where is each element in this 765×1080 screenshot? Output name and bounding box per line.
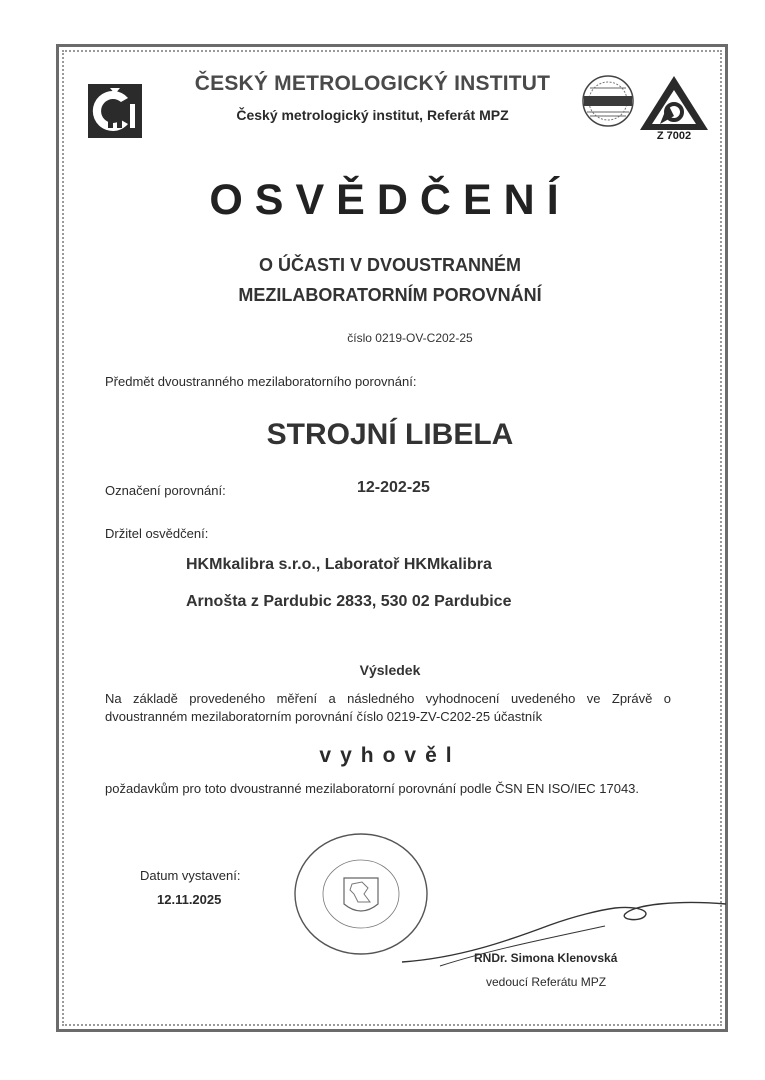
accreditation-code: Z 7002	[656, 130, 692, 142]
certificate-subtitle-line2: MEZILABORATORNÍM POROVNÁNÍ	[238, 285, 542, 305]
institute-subtitle: Český metrologický institut, Referát MPZ	[236, 107, 509, 123]
holder-address: Arnošta z Pardubic 2833, 530 02 Pardubice	[186, 593, 512, 610]
signatory-role: vedoucí Referátu MPZ	[486, 975, 607, 989]
subject-value: STROJNÍ LIBELA	[266, 418, 514, 451]
designation-label: Označení porovnání:	[105, 483, 226, 498]
result-text: Na základě provedeného měření a následného vyhodnocení uvedeného ve Zprávě o dvoustranném mezilaboratorním porovnání číslo 0219-ZV-C202-25 účastník	[105, 691, 671, 724]
certificate-title: OSVĚDČENÍ	[209, 176, 571, 224]
subject-label: Předmět dvoustranného mezilaboratorního porovnání:	[105, 374, 417, 389]
institute-name: ČESKÝ METROLOGICKÝ INSTITUT	[194, 72, 551, 95]
accreditation-logo	[638, 74, 710, 132]
issue-date: 12.11.2025	[157, 892, 222, 907]
requirements-text: požadavkům pro toto dvoustranné mezilaboratorní porovnání podle ČSN EN ISO/IEC 17043.	[105, 781, 640, 796]
certificate-number: číslo 0219-OV-C202-25	[347, 331, 473, 345]
issue-date-label: Datum vystavení:	[140, 868, 241, 883]
result-heading: Výsledek	[359, 662, 421, 678]
holder-label: Držitel osvědčení:	[105, 526, 209, 541]
designation-value: 12-202-25	[357, 479, 430, 496]
result-verdict: vyhověl	[319, 744, 461, 767]
cipm-mra-logo	[581, 74, 635, 128]
holder-name: HKMkalibra s.r.o., Laboratoř HKMkalibra	[186, 556, 492, 573]
signatory-name: RNDr. Simona Klenovská	[474, 951, 618, 965]
certificate-subtitle-line1: O ÚČASTI V DVOUSTRANNÉM	[258, 255, 521, 275]
cmi-logo	[88, 84, 142, 138]
